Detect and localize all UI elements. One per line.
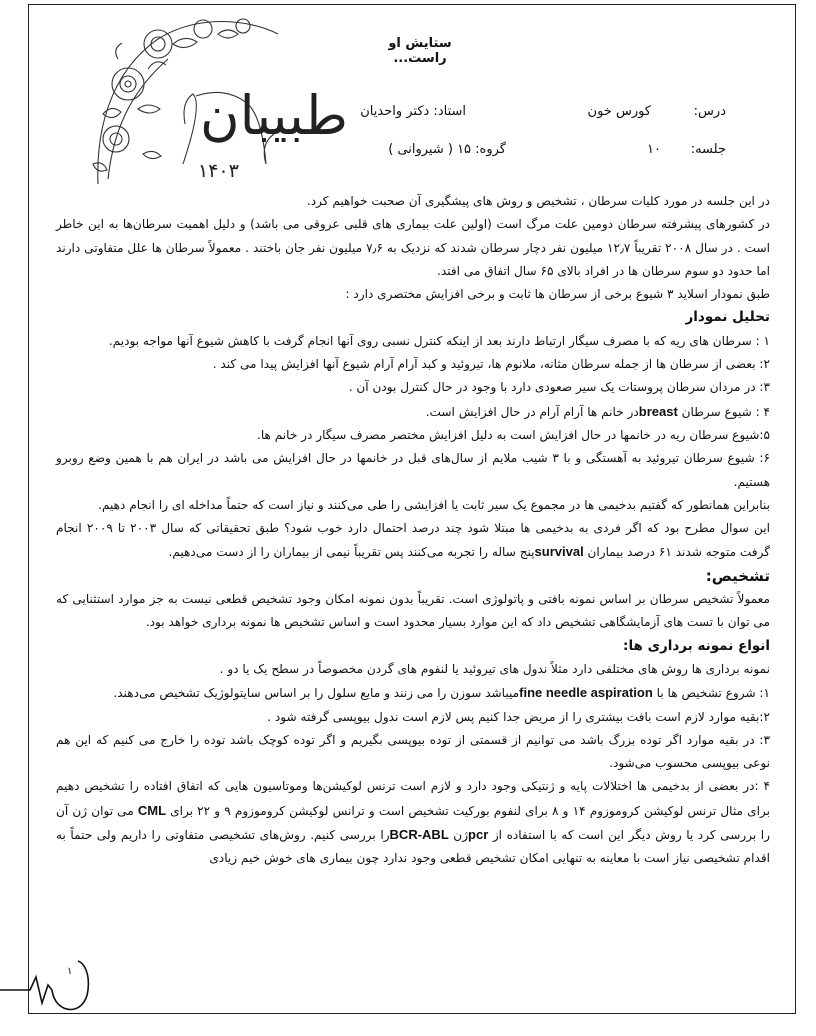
sampling-item-4-c: ژن bbox=[448, 828, 469, 843]
page-number: ۱ bbox=[67, 966, 73, 977]
chart-item-6: ۶: شیوع سرطان تیروئید به آهستگی و با ۳ شیب ملایم از سال‌های قبل در خانمها در حال افزایش می باشد در ایران هم با همین وضع روبرو هستیم. bbox=[56, 451, 770, 489]
fna-term: fine needle aspiration bbox=[519, 685, 653, 701]
teacher-name: استاد: دکتر واحدیان bbox=[360, 104, 466, 119]
sampling-item-3: ۳: در بقیه موارد اگر توده بزرگ باشد می توانیم از قسمتی از توده بیوپسی بگیریم و اگر توده کوچک باشد توده را خارج می کنیم که این هم نوعی بیوپسی محسوب می‌شود. bbox=[56, 732, 770, 771]
sampling-item-2: ۲:بقیه موارد لازم است بافت بیشتری را از مریض جدا کنیم پس لازم است ندول بیوپسی گرفته شود . bbox=[267, 709, 770, 724]
sampling-item-4-d: را بررسی کنیم. روش‌های تشخیصی متفاوتی را داریم ولی حتماً به اقدام تشخیصی نیاز است با معاینه به تنهایی امکان تشخیص قطعی وجود ندارد چون بیماری های خوش خیم زیادی bbox=[56, 828, 770, 866]
group-info: گروه: ۱۵ ( شیروانی ) bbox=[388, 142, 506, 157]
heartbeat-line-icon bbox=[0, 955, 110, 1025]
chart-analysis-heading: تحلیل نمودار bbox=[685, 309, 770, 326]
summary-paragraph: بنابراین همانطور که گفتیم بدخیمی ها در مجموع یک سیر ثابت یا افزایشی را طی می‌کنند و نیاز است که حتماً مداخله ای را انجام دهیم. bbox=[98, 497, 770, 512]
survival-post: پنج ساله را تجربه می‌کنند پس تقریباً نیمی از بیماران را از دست می‌دهیم. bbox=[168, 545, 535, 560]
survival-paragraph bbox=[56, 517, 770, 565]
sampling-item-1-pre: ۱: شروع تشخیص ها با bbox=[652, 686, 770, 701]
logo-year: ۱۴۰۳ bbox=[198, 160, 239, 182]
cancer-stats-paragraph: در کشورهای پیشرفته سرطان دومین علت مرگ است (اولین علت بیماری های قلبی عروقی می باشد) و دلیل اهمیت سرطان‌ها به این خاطر است . در سال ۲۰۰۸ تقریباً ۱۲٫۷ میلیون نفر دچار سرطان شدند که نزدیک به ۷٫۶ میلیون نفر جان باختند . معمولاً سرطان ها علل متفاوتی دارند اما حدود دو سوم سرطان ها در افراد بالای ۶۵ سال اتفاق می افتد. bbox=[56, 217, 771, 278]
chart-item-2: ۲: بعضی از سرطان ها از جمله سرطان مثانه، ملانوم ها، تیروئید و کبد آرام آرام شیوع آنها افزایش پیدا می کند . bbox=[212, 357, 770, 372]
sampling-intro: نمونه برداری ها روش های مختلفی دارد مثلاً ندول های تیروئید یا لنفوم های گردن مخصوصاً در سطح یک یا دو . bbox=[219, 661, 770, 676]
chart-item-4-post: در خانم ها آرام آرام در حال افزایش است. bbox=[425, 404, 639, 419]
breast-term: breast bbox=[638, 403, 678, 419]
chart-item-5: ۵:شیوع سرطان ریه در خانمها در حال افزایش است به دلیل افزایش مختصر مصرف سیگار در خانم ها. bbox=[256, 427, 770, 442]
session-value: ۱۰ bbox=[647, 142, 661, 157]
survival-pre: این سوال مطرح بود که اگر فردی به بدخیمی ها مبتلا شود چند درصد احتمال دارد خوب شود؟ طبق تحقیقاتی که سال ۲۰۰۳ تا ۲۰۰۹ انجام گرفت متوجه شدند ۶۱ درصد بیماران bbox=[56, 521, 770, 560]
document-body bbox=[56, 190, 770, 871]
diagnosis-paragraph: معمولاً تشخیص سرطان بر اساس نمونه بافتی و پاتولوژی است. تقریباً بدون نمونه امکان وجود تشخیص قطعی نیست به جز موارد استثنایی که می توان با تست های آزمایشگاهی تشخیص داد که این موارد بسیار محدود است و اساس تشخیص ها نمونه برداری خواهد بود. bbox=[56, 592, 770, 630]
bcr-abl-term: BCR-ABL bbox=[389, 827, 449, 843]
intro-paragraph: در این جلسه در مورد کلیات سرطان ، تشخیص و روش های پیشگیری آن صحبت خواهیم کرد. bbox=[306, 194, 770, 208]
sampling-item-4-a: ۴ :در بعضی از بدخیمی ها اختلالات پایه و ژنتیکی وجود دارد و لازم است ترنس لوکیشن‌ها وموتاسیون هایی که اتفاق افتاده را تشخیص دهیم برای مثال ترنس لوکیشن کروموزوم ۱۴ و ۸ برای لنفوم بورکیت تشخیص است و ترانس لوکیشن کروموزوم ۹ و ۲۲ برای bbox=[56, 779, 770, 818]
sampling-item-4-b: می توان ژن آن را بررسی کرد یا روش دیگر این است که با استفاده از bbox=[56, 803, 771, 843]
chart-item-4 bbox=[56, 400, 770, 424]
sampling-item-1-post: میباشد سوزن را می زنند و مایع سلول را بر اساس سایتولوژیک تشخیص می‌دهند. bbox=[113, 686, 520, 701]
course-label: درس: bbox=[693, 104, 726, 119]
cml-term: CML bbox=[137, 802, 167, 818]
chart-item-3: ۳: در مردان سرطان پروستات یک سیر صعودی دارد با وجود در حال کنترل بودن آن . bbox=[348, 380, 770, 395]
diagnosis-heading: تشخیص: bbox=[705, 566, 770, 585]
survival-term: survival bbox=[534, 544, 584, 560]
svg-text:ﻃﺒﯿﺒﺎن: ﻃﺒﯿﺒﺎن bbox=[200, 84, 348, 147]
course-value: کورس خون bbox=[587, 104, 651, 119]
pcr-term: pcr bbox=[468, 827, 489, 843]
chart-item-4-pre: ۴ : شیوع سرطان bbox=[677, 404, 770, 419]
sampling-heading: انواع نمونه برداری ها: bbox=[623, 637, 770, 654]
sampling-item-4 bbox=[56, 775, 770, 870]
sampling-item-1 bbox=[56, 681, 770, 705]
page-header-title: ستایش او راست... bbox=[388, 36, 452, 66]
floral-logo-icon bbox=[88, 14, 348, 199]
session-label: جلسه: bbox=[690, 142, 726, 157]
chart-item-1: ۱ : سرطان های ریه که با مصرف سیگار ارتباط دارند بعد از اینکه کنترل نسبی روی آنها انجام گرفت با کاهش شیوع آنها مواجه بودیم. bbox=[108, 333, 770, 348]
slide-note-paragraph: طبق نمودار اسلاید ۳ شیوع برخی از سرطان ها ثابت و برخی افزایش مختصری دارد : bbox=[345, 287, 770, 302]
